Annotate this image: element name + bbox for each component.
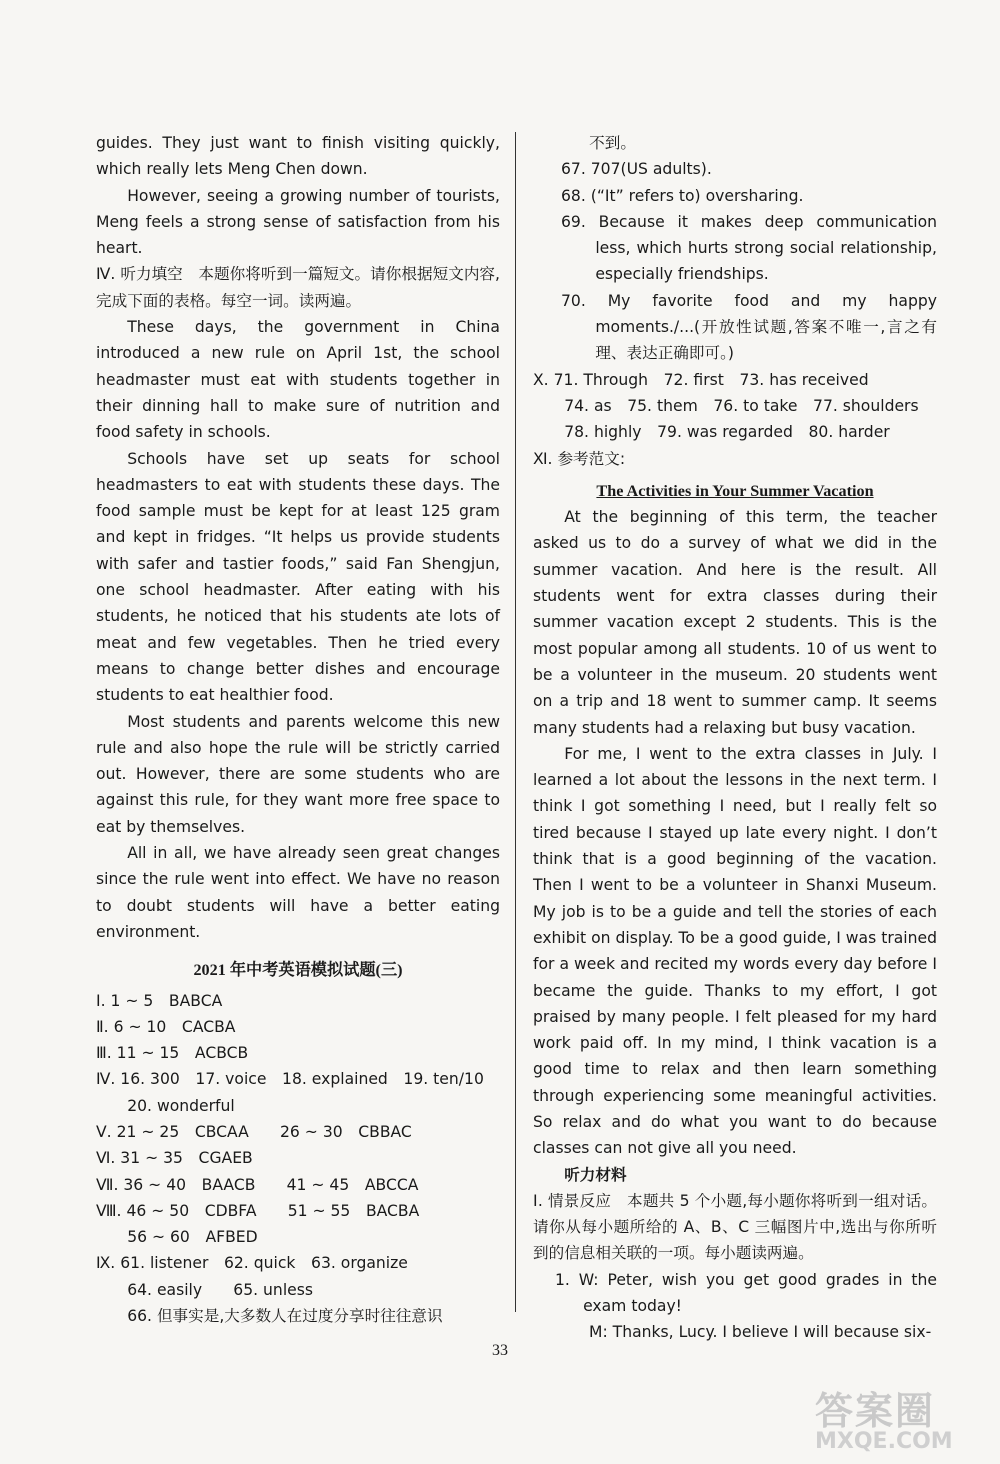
page-number: 33 — [492, 1342, 508, 1359]
dialog-line: M: Thanks, Lucy. I believe I will because six- — [589, 1323, 932, 1342]
dialog-line: 1. W: Peter, wish you get good grades in the exam today! — [555, 1270, 937, 1316]
essay-title-text: The Activities in Your Summer Vacation — [596, 481, 874, 500]
answer-line: Ⅳ. 16. 300 17. voice 18. explained 19. ten/10 — [96, 1070, 484, 1089]
answer-continuation: 不到。 — [589, 134, 636, 152]
exam-title: 2021 年中考英语模拟试题(三) — [193, 961, 403, 980]
essay-title — [533, 478, 937, 504]
left-column — [96, 130, 500, 1329]
column-divider — [515, 132, 516, 1312]
answer-line: Ⅸ. 61. listener 62. quick 63. organize — [96, 1254, 408, 1273]
paragraph: These days, the government in China introduced a new rule on April 1st, the school headmaster must eat with students together in their dinning hall to make sure of nutrition and food safety in schools. — [96, 318, 500, 442]
answer-line: 68. (“It” refers to) oversharing. — [561, 186, 804, 205]
watermark-url: MXQE.COM — [815, 1429, 953, 1454]
paragraph: All in all, we have already seen great changes since the rule went into effect. We have no reason to doubt students will have a better eating environment. — [96, 844, 500, 941]
answer-line: Ⅴ. 21 ~ 25 CBCAA 26 ~ 30 CBBAC — [96, 1122, 412, 1141]
essay-paragraph: For me, I went to the extra classes in July. I learned a lot about the lessons in the next term. I think I got something I need, but I really felt so tired because I stayed up late every night. I don’t think that is a good beginning of the vacation. Then I went to be a volunteer in Shanxi Museum. My job is to be a guide and tell the stories of each exhibit on display. To be a good guide, I was trained for a week and recited my words every day before I became the guide. Thanks to my effort, I got praised by many people. I felt pleased for my hard work paid off. In my mind, I think vacation is a good time to relax and then learn something through experiencing some meaningful activities. So relax and do what you want to do because classes can not give all you need. — [533, 744, 937, 1158]
right-column — [533, 130, 937, 1346]
answer-line: Ⅵ. 31 ~ 35 CGAEB — [96, 1149, 253, 1168]
watermark — [815, 1380, 995, 1458]
listening-section: Ⅰ. 情景反应 本题共 5 个小题,每小题你将听到一组对话。请你从每小题所给的 A、B、C 三幅图片中,选出与你所听到的信息相关联的一项。每小题读两遍。 — [533, 1191, 937, 1263]
answer-line: 66. 但事实是,大多数人在过度分享时往往意识 — [127, 1307, 443, 1326]
answer-key — [96, 988, 500, 1330]
answer-line: Ⅷ. 46 ~ 50 CDBFA 51 ~ 55 BACBA — [96, 1201, 420, 1220]
answer-line: Ⅲ. 11 ~ 15 ACBCB — [96, 1044, 249, 1063]
essay-paragraph: At the beginning of this term, the teacher asked us to do a survey of what we did in the summer vacation. And here is the result. All students went for extra classes during their summer vacation except 2 students. This is the most popular among all students. 10 of us went to be a volunteer in the museum. 20 students went on a trip and 18 went to summer camp. It seems many students had a relaxing but busy vacation. — [533, 508, 937, 737]
answer-line: 67. 707(US adults). — [561, 160, 712, 179]
paragraph: Most students and parents welcome this new rule and also hope the rule will be strictly carried out. However, there are some students who are against this rule, for they want more free space to eat by themselves. — [96, 712, 500, 836]
answer-line: Ⅶ. 36 ~ 40 BAACB 41 ~ 45 ABCCA — [96, 1175, 419, 1194]
answer-line: Ⅱ. 6 ~ 10 CACBA — [96, 1017, 236, 1036]
answer-line: 56 ~ 60 AFBED — [96, 1228, 258, 1247]
listening-heading: 听力材料 — [564, 1165, 627, 1184]
answer-line: 70. My favorite food and my happy moments./...(开放性试题,答案不唯一,言之有理、表达正确即可。) — [561, 291, 937, 363]
paragraph: Schools have set up seats for school headmasters to eat with students these days. The food sample must be kept for at least 125 gram and kept in fridges. “It helps us provide students with safer and tastier foods,” said Fan Shengjun, one school headmaster. After eating with his students, he noticed that his students ate lots of meat and few vegetables. Then he tried every means to change better dishes and encourage students to eat healthier food. — [96, 449, 500, 705]
section-heading: Ⅳ. 听力填空 本题你将听到一篇短文。请你根据短文内容,完成下面的表格。每空一词。读两遍。 — [96, 265, 500, 310]
answer-line: 20. wonderful — [96, 1096, 235, 1115]
watermark-logo: 答案圈 — [815, 1389, 936, 1433]
answer-line: 74. as 75. them 76. to take 77. shoulders — [533, 396, 919, 415]
section-heading: Ⅺ. 参考范文: — [533, 449, 626, 468]
paragraph: guides. They just want to finish visiting quickly, which really lets Meng Chen down. — [96, 134, 500, 179]
answer-line: Ⅹ. 71. Through 72. first 73. has received — [533, 370, 869, 389]
paragraph: However, seeing a growing number of tourists, Meng feels a strong sense of satisfaction from his heart. — [96, 186, 500, 258]
answer-line: 64. easily 65. unless — [96, 1280, 313, 1299]
answer-line: 69. Because it makes deep communication less, which hurts strong social relationship, especially friendships. — [561, 212, 937, 284]
answer-line: Ⅰ. 1 ~ 5 BABCA — [96, 991, 223, 1010]
answer-line: 78. highly 79. was regarded 80. harder — [533, 423, 890, 442]
